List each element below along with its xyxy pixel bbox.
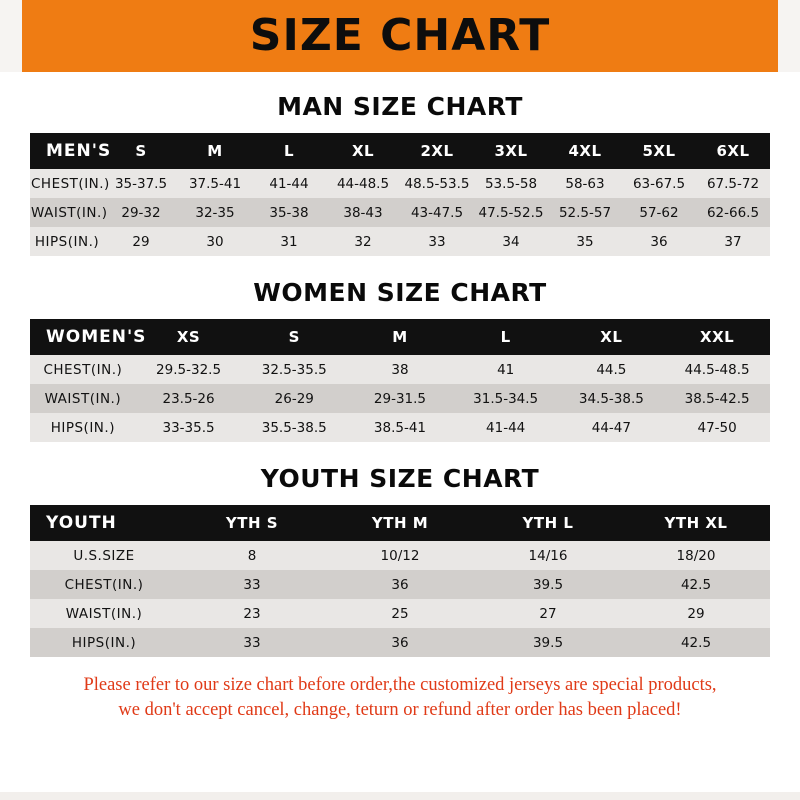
man-size-table-wrap xyxy=(30,133,770,256)
page-title: SIZE CHART xyxy=(249,10,551,61)
table-cell: 42.5 xyxy=(680,634,712,651)
table-header-row xyxy=(30,319,770,355)
table-cell: 30 xyxy=(206,233,224,250)
table-cell: 31.5-34.5 xyxy=(473,390,539,407)
row-label: HIPS(IN.) xyxy=(34,233,100,250)
table-cell: 38.5-41 xyxy=(373,419,427,436)
table-cell: 36 xyxy=(650,233,668,250)
row-label: WAIST(IN.) xyxy=(44,390,122,407)
section-title-women: WOMEN SIZE CHART xyxy=(253,278,547,307)
row-label: HIPS(IN.) xyxy=(50,419,115,436)
table-cell: 52.5-57 xyxy=(558,204,612,221)
column-header: 6XL xyxy=(716,142,750,160)
table-cell: 36 xyxy=(391,576,409,593)
table-cell: 32.5-35.5 xyxy=(261,361,327,378)
table-cell: 32-35 xyxy=(195,204,235,221)
column-header: YOUTH xyxy=(46,513,117,533)
table-cell: 37.5-41 xyxy=(188,175,242,192)
table-cell: 39.5 xyxy=(532,634,564,651)
table-cell: 47-50 xyxy=(697,419,737,436)
table-cell: 18/20 xyxy=(676,547,716,564)
table-cell: 35.5-38.5 xyxy=(261,419,327,436)
table-cell: 33 xyxy=(243,634,261,651)
table-cell: 62-66.5 xyxy=(706,204,760,221)
table-cell: 25 xyxy=(391,605,409,622)
row-label: CHEST(IN.) xyxy=(43,361,123,378)
table-header-row xyxy=(30,505,770,541)
table-cell: 39.5 xyxy=(532,576,564,593)
table-cell: 29-32 xyxy=(121,204,161,221)
column-header: WOMEN'S xyxy=(46,327,147,347)
column-header: 5XL xyxy=(642,142,676,160)
column-header: YTH XL xyxy=(664,514,728,532)
women-size-table-wrap xyxy=(30,319,770,442)
table-cell: 23.5-26 xyxy=(162,390,215,407)
table-cell: 10/12 xyxy=(380,547,420,564)
table-cell: 47.5-52.5 xyxy=(478,204,544,221)
table-cell: 58-63 xyxy=(565,175,605,192)
table-cell: 29 xyxy=(687,605,705,622)
man-size-table xyxy=(30,133,770,256)
table-cell: 27 xyxy=(539,605,557,622)
footer-line-2: we don't accept cancel, change, teturn or refund after order has been placed! xyxy=(118,699,682,720)
table-cell: 8 xyxy=(247,547,257,564)
table-row xyxy=(30,169,770,198)
table-cell: 38-43 xyxy=(343,204,383,221)
table-row xyxy=(30,355,770,384)
table-cell: 38 xyxy=(391,361,409,378)
row-label: WAIST(IN.) xyxy=(31,204,108,221)
row-label: CHEST(IN.) xyxy=(31,175,110,192)
header-banner xyxy=(0,0,800,72)
header-left-spacer xyxy=(0,0,22,72)
column-header: YTH M xyxy=(371,514,429,532)
table-cell: 34 xyxy=(502,233,520,250)
column-header: XXL xyxy=(700,328,735,346)
bottom-strip xyxy=(0,792,800,800)
row-label: HIPS(IN.) xyxy=(71,634,137,651)
column-header: L xyxy=(283,142,295,160)
table-cell: 35-38 xyxy=(269,204,309,221)
row-label: CHEST(IN.) xyxy=(64,576,144,593)
table-cell: 63-67.5 xyxy=(632,175,686,192)
table-cell: 48.5-53.5 xyxy=(404,175,470,192)
column-header: MEN'S xyxy=(46,141,112,161)
footer-disclaimer xyxy=(20,673,780,723)
women-size-table xyxy=(30,319,770,442)
table-cell: 35 xyxy=(576,233,594,250)
table-cell: 41-44 xyxy=(269,175,309,192)
table-row xyxy=(30,570,770,599)
column-header: 2XL xyxy=(420,142,454,160)
table-cell: 33-35.5 xyxy=(162,419,215,436)
table-cell: 32 xyxy=(354,233,372,250)
table-cell: 43-47.5 xyxy=(410,204,464,221)
table-cell: 29.5-32.5 xyxy=(156,361,222,378)
column-header: XS xyxy=(176,328,201,346)
table-cell: 44.5-48.5 xyxy=(684,361,750,378)
column-header: XL xyxy=(600,328,623,346)
table-cell: 34.5-38.5 xyxy=(578,390,644,407)
column-header: 3XL xyxy=(494,142,528,160)
table-row xyxy=(30,413,770,442)
table-cell: 41-44 xyxy=(486,419,526,436)
table-cell: 57-62 xyxy=(639,204,679,221)
table-cell: 42.5 xyxy=(680,576,712,593)
table-cell: 36 xyxy=(391,634,409,651)
column-header: M xyxy=(392,328,408,346)
column-header: XL xyxy=(351,142,375,160)
table-cell: 38.5-42.5 xyxy=(684,390,750,407)
table-cell: 44.5 xyxy=(596,361,627,378)
table-cell: 23 xyxy=(243,605,261,622)
row-label: WAIST(IN.) xyxy=(65,605,143,622)
column-header: YTH S xyxy=(225,514,279,532)
table-header-row xyxy=(30,133,770,169)
column-header: S xyxy=(288,328,300,346)
table-row xyxy=(30,628,770,657)
table-cell: 44-47 xyxy=(591,419,631,436)
table-cell: 53.5-58 xyxy=(484,175,538,192)
column-header: S xyxy=(135,142,147,160)
table-cell: 29-31.5 xyxy=(373,390,427,407)
table-cell: 37 xyxy=(724,233,742,250)
section-title-youth: YOUTH SIZE CHART xyxy=(260,464,540,493)
table-cell: 29 xyxy=(132,233,150,250)
table-row xyxy=(30,198,770,227)
youth-size-table xyxy=(30,505,770,657)
table-row xyxy=(30,599,770,628)
youth-size-table-wrap xyxy=(30,505,770,657)
table-row xyxy=(30,541,770,570)
table-cell: 26-29 xyxy=(274,390,314,407)
section-title-man: MAN SIZE CHART xyxy=(277,92,523,121)
table-cell: 44-48.5 xyxy=(336,175,390,192)
table-cell: 33 xyxy=(243,576,261,593)
header-right-spacer xyxy=(778,0,800,72)
table-cell: 67.5-72 xyxy=(706,175,760,192)
row-label: U.S.SIZE xyxy=(73,547,135,564)
footer-line-1: Please refer to our size chart before order,the customized jerseys are special products, xyxy=(83,675,717,695)
column-header: M xyxy=(207,142,223,160)
column-header: 4XL xyxy=(568,142,602,160)
column-header: L xyxy=(500,328,511,346)
table-cell: 31 xyxy=(280,233,298,250)
table-row xyxy=(30,384,770,413)
table-cell: 14/16 xyxy=(528,547,568,564)
column-header: YTH L xyxy=(522,514,574,532)
table-cell: 41 xyxy=(497,361,515,378)
table-cell: 33 xyxy=(428,233,446,250)
table-row xyxy=(30,227,770,256)
table-cell: 35-37.5 xyxy=(114,175,168,192)
